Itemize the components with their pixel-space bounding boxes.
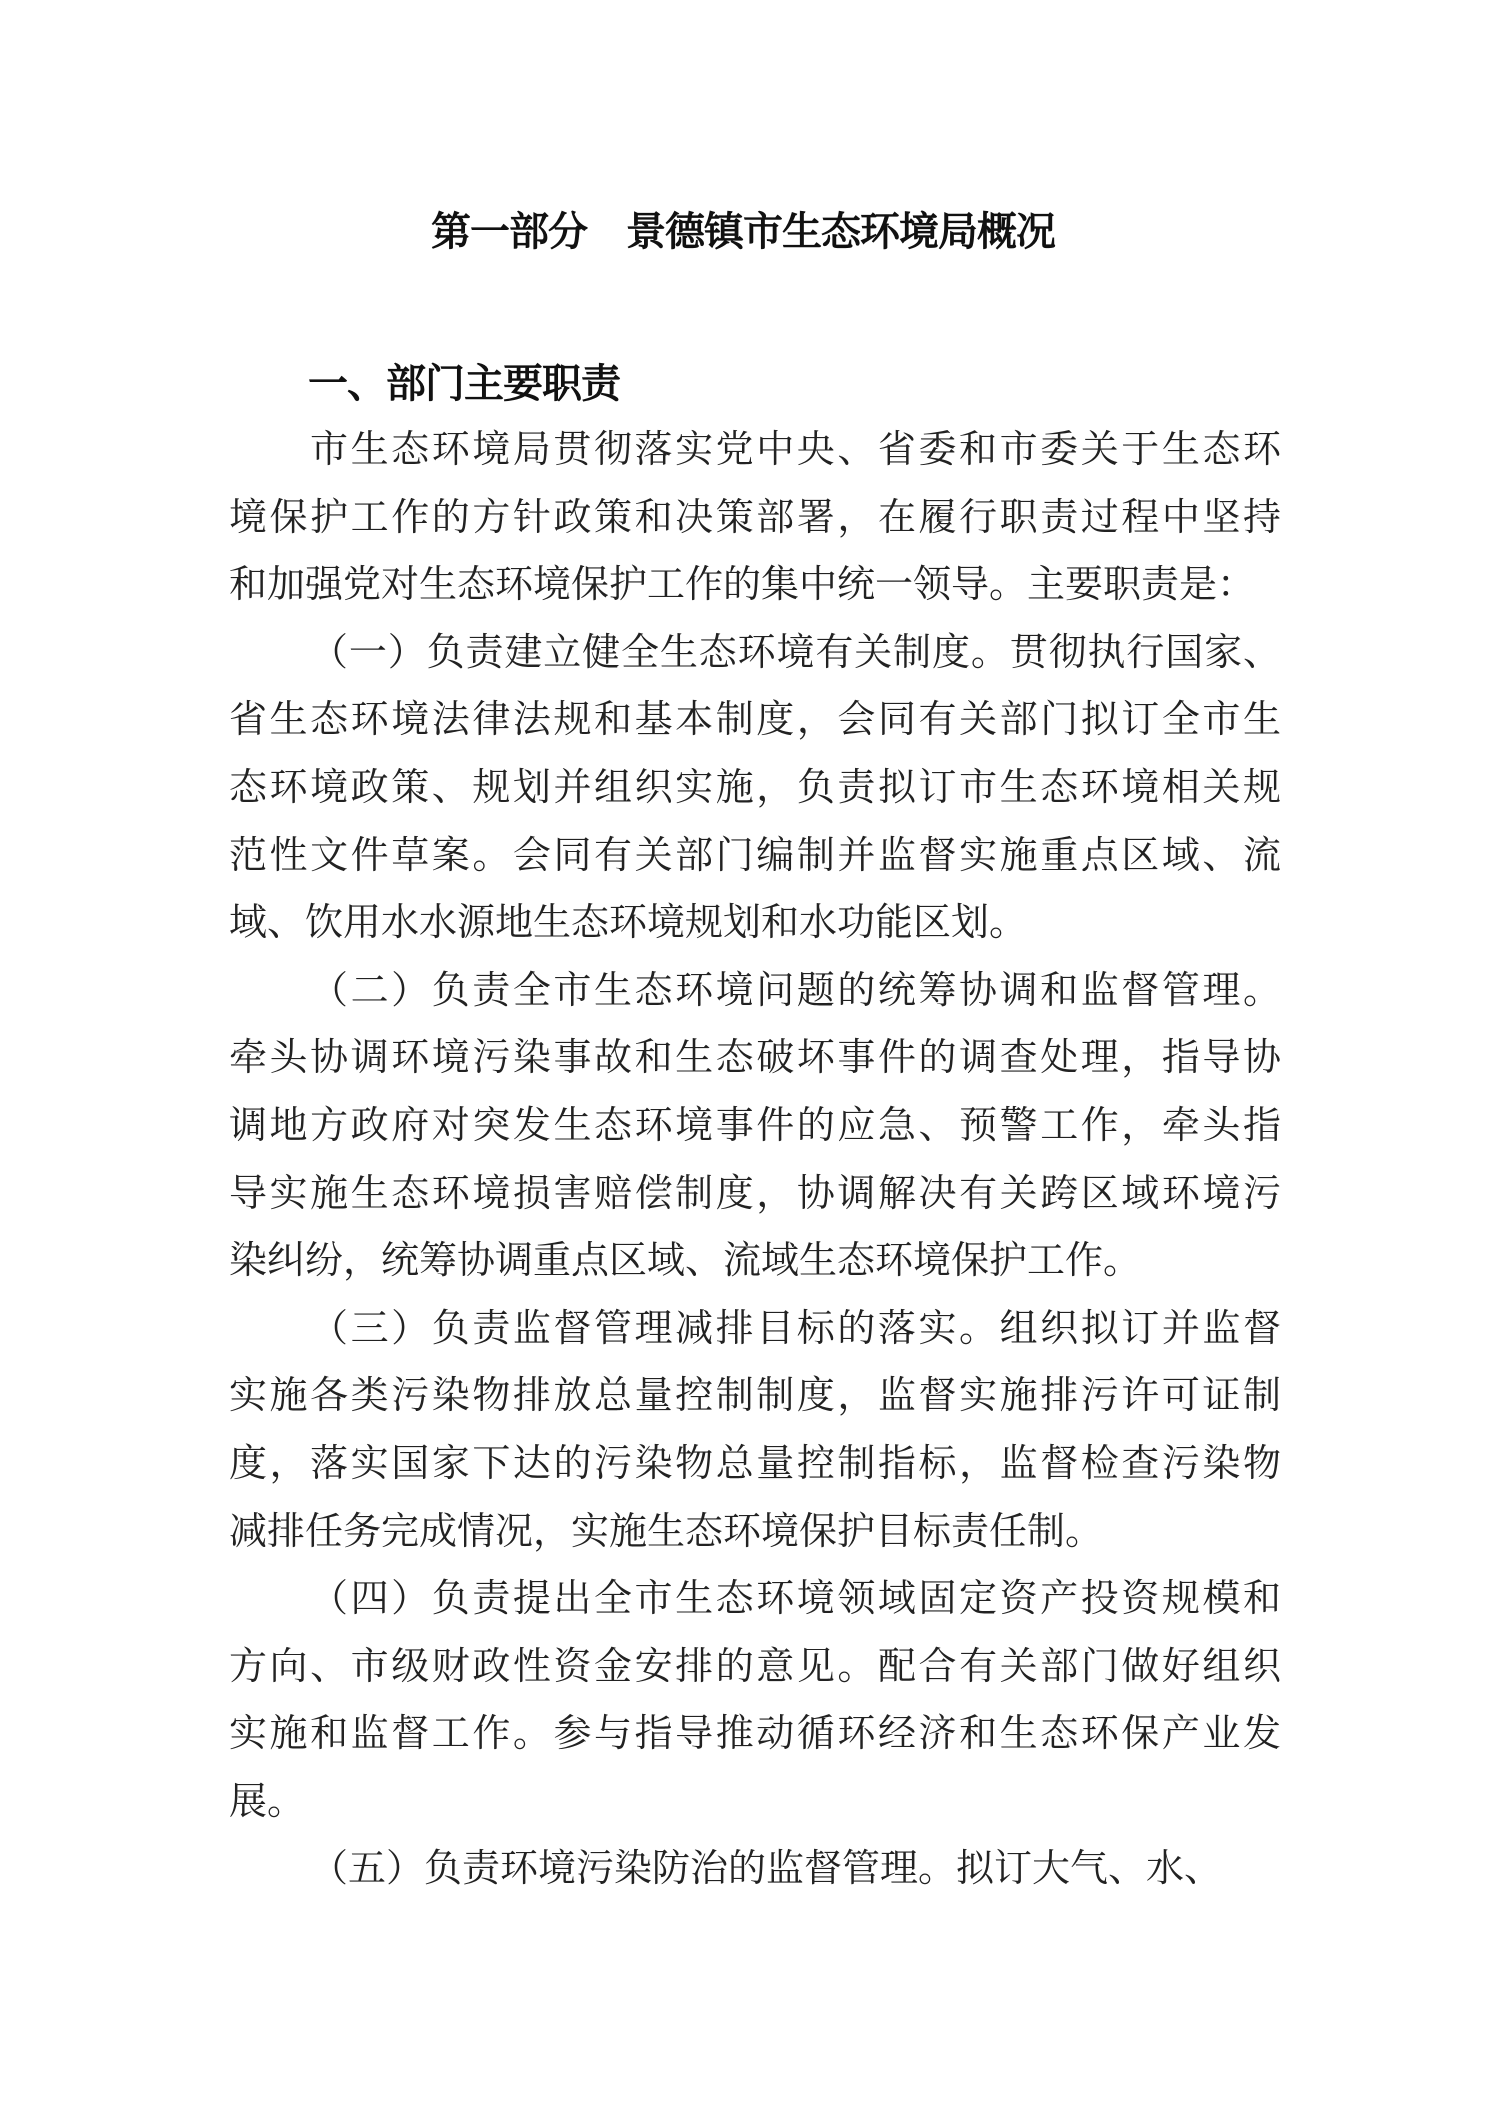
paragraph-line: 市生态环境局贯彻落实党中央、省委和市委关于生态环 (310, 427, 1281, 471)
paragraph-line: （二）负责全市生态环境问题的统筹协调和监督管理。 (310, 967, 1281, 1012)
paragraph (229, 965, 1281, 1303)
paragraph (229, 1843, 1281, 1911)
page-title: 第一部分 景德镇市生态环境局概况 (431, 209, 1055, 255)
section-heading: 一、部门主要职责 (308, 361, 620, 407)
paragraph-line: 范性文件草案。会同有关部门编制并监督实施重点区域、流 (229, 832, 1281, 877)
paragraph-line: 度，落实国家下达的污染物总量控制指标，监督检查污染物 (229, 1440, 1281, 1485)
paragraph-line: （四）负责提出全市生态环境领域固定资产投资规模和 (310, 1576, 1281, 1621)
paragraph-line: 省生态环境法律法规和基本制度，会同有关部门拟订全市生 (229, 697, 1281, 742)
paragraph-line: 染纠纷，统筹协调重点区域、流域生态环境保护工作。 (229, 1238, 1142, 1283)
paragraph-line: 导实施生态环境损害赔偿制度，协调解决有关跨区域环境污 (229, 1170, 1281, 1215)
paragraph-line: 牵头协调环境污染事故和生态破坏事件的调查处理，指导协 (229, 1035, 1281, 1080)
paragraph-line: 和加强党对生态环境保护工作的集中统一领导。主要职责是： (229, 562, 1256, 607)
paragraph-line: （五）负责环境污染防治的监督管理。拟订大气、水、 (310, 1846, 1223, 1891)
paragraph-line: 减排任务完成情况，实施生态环境保护目标责任制。 (229, 1508, 1104, 1553)
paragraph-line: （一）负责建立健全生态环境有关制度。贯彻执行国家、 (310, 629, 1281, 674)
paragraph-line: 调地方政府对突发生态环境事件的应急、预警工作，牵头指 (229, 1102, 1281, 1147)
paragraph-line: 展。 (229, 1778, 306, 1823)
paragraph (229, 1303, 1281, 1573)
paragraph-line: 实施和监督工作。参与指导推动循环经济和生态环保产业发 (229, 1711, 1281, 1756)
paragraph-line: 境保护工作的方针政策和决策部署，在履行职责过程中坚持 (229, 494, 1281, 539)
paragraph-line: 态环境政策、规划并组织实施，负责拟订市生态环境相关规 (229, 764, 1281, 809)
paragraph-line: 实施各类污染物排放总量控制制度，监督实施排污许可证制 (229, 1373, 1281, 1418)
paragraph-line: 域、饮用水水源地生态环境规划和水功能区划。 (229, 900, 1028, 945)
paragraph (229, 627, 1281, 965)
paragraph-line: 方向、市级财政性资金安排的意见。配合有关部门做好组织 (229, 1643, 1281, 1688)
paragraph (229, 1573, 1281, 1843)
paragraph-line: （三）负责监督管理减排目标的落实。组织拟订并监督 (310, 1305, 1281, 1350)
document-body (229, 424, 1281, 1911)
paragraph (229, 424, 1281, 627)
